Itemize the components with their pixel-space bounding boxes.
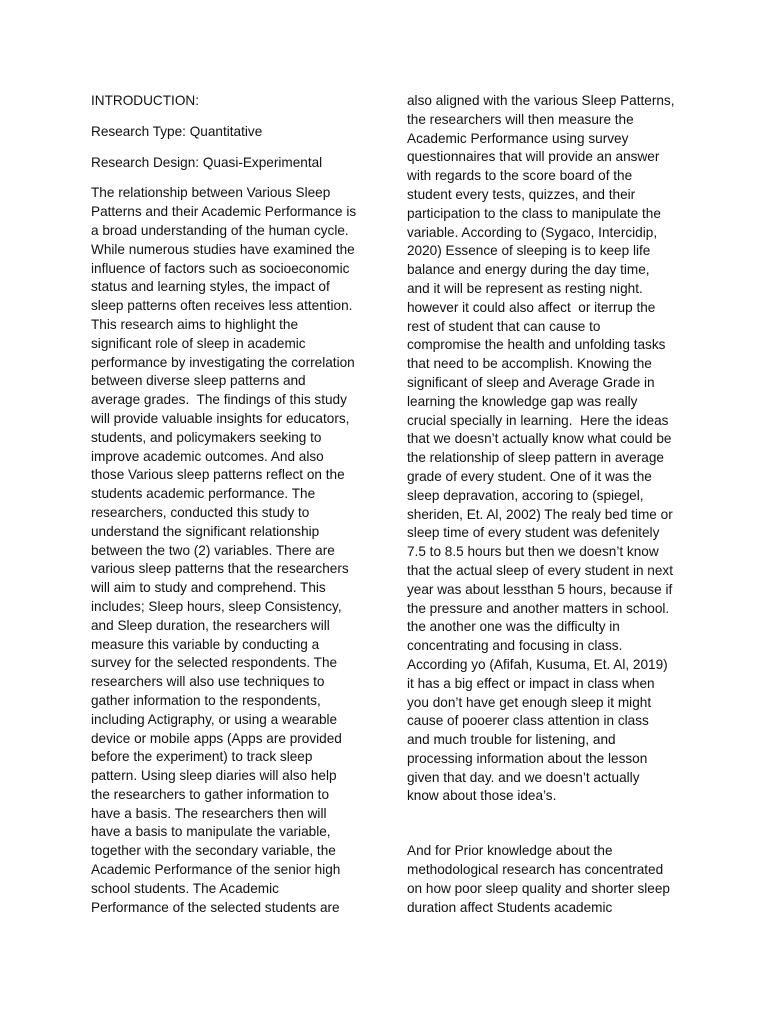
paragraph-line: processing information about the lesson <box>407 750 648 766</box>
paragraph-line: students academic performance. The <box>91 486 316 502</box>
paragraph-line: status and learning styles, the impact of <box>91 279 330 295</box>
paragraph-line: And for Prior knowledge about the <box>407 843 613 859</box>
paragraph-line: grade of every student. One of it was the <box>407 468 652 484</box>
paragraph-line: the relationship of sleep pattern in average <box>407 450 664 466</box>
paragraph-line: year was about lessthan 5 hours, because if <box>407 581 673 597</box>
paragraph-line: understand the significant relationship <box>91 523 320 539</box>
paragraph-line: compromise the health and unfolding tasks <box>407 337 666 353</box>
paragraph-line: The relationship between Various Sleep <box>91 185 331 201</box>
paragraph-line: improve academic outcomes. And also <box>91 448 324 464</box>
paragraph-line: cause of pooerer class attention in class <box>407 713 649 729</box>
paragraph-line: and it will be represent as resting night. <box>407 280 643 296</box>
paragraph-line: sleep time of every student was defenitely <box>407 525 660 541</box>
paragraph-line: with regards to the score board of the <box>407 168 633 184</box>
paragraph-line: have a basis to manipulate the variable, <box>91 824 331 840</box>
paragraph-line: sleep depravation, accoring to (spiegel, <box>407 487 644 503</box>
paragraph-line: Academic Performance of the senior high <box>91 862 341 878</box>
section-heading: INTRODUCTION: <box>91 93 199 108</box>
paragraph-line: also aligned with the various Sleep Patterns, <box>407 93 675 108</box>
paragraph-line: Academic Performance using survey <box>407 130 629 146</box>
research-design: Research Design: Quasi-Experimental <box>91 154 323 170</box>
paragraph-line: student every tests, quizzes, and their <box>407 186 636 202</box>
paragraph-line: between the two (2) variables. There are <box>91 542 335 558</box>
paragraph-line: that need to be accomplish. Knowing the <box>407 356 652 372</box>
paragraph-line: the researchers will then measure the <box>407 111 634 127</box>
paragraph-line: on how poor sleep quality and shorter sleep <box>407 880 670 896</box>
paragraph-line: measure this variable by conducting a <box>91 636 320 652</box>
paragraph-line: duration affect Students academic <box>407 899 613 915</box>
paragraph-line: researchers, conducted this study to <box>91 504 310 520</box>
paragraph-line: This research aims to highlight the <box>91 316 299 332</box>
paragraph-line: participation to the class to manipulate the <box>407 205 661 221</box>
paragraph-line: including Actigraphy, or using a wearable <box>91 711 338 727</box>
paragraph-line: significant role of sleep in academic <box>91 335 306 351</box>
paragraph-line: pattern. Using sleep diaries will also help <box>91 768 337 784</box>
paragraph-line: survey for the selected respondents. The <box>91 655 338 671</box>
paragraph-line: rest of student that can cause to <box>407 318 601 334</box>
paragraph-line: that we doesn’t actually know what could be <box>407 431 672 447</box>
spacer <box>91 111 376 123</box>
paragraph-line: According yo (Afifah, Kusuma, Et. Al, 2019) <box>407 656 668 672</box>
spacer <box>91 142 376 154</box>
paragraph-line: balance and energy during the day time, <box>407 262 650 278</box>
paragraph-line: students, and policymakers seeking to <box>91 429 322 445</box>
research-type: Research Type: Quantitative <box>91 123 263 139</box>
right-paragraph-1 <box>407 92 697 806</box>
paragraph-line: gather information to the respondents, <box>91 692 321 708</box>
paragraph-line: includes; Sleep hours, sleep Consistency, <box>91 598 342 614</box>
paragraph-line: concentrating and focusing in class. <box>407 638 623 654</box>
paragraph-line: together with the secondary variable, the <box>91 843 336 859</box>
paragraph-line: Patterns and their Academic Performance is <box>91 204 357 220</box>
paragraph-line: the researchers to gather information to <box>91 786 330 802</box>
paragraph-line: and much trouble for listening, and <box>407 732 616 748</box>
spacer <box>91 172 376 184</box>
paragraph-line: variable. According to (Sygaco, Intercidip, <box>407 224 658 240</box>
paragraph-line: methodological research has concentrated <box>407 862 664 878</box>
paragraph-line: know about those idea’s. <box>407 788 557 804</box>
paragraph-line: given that day. and we doesn’t actually <box>407 769 640 785</box>
paragraph-line: the another one was the difficulty in <box>407 619 620 635</box>
right-column <box>407 92 697 917</box>
paragraph-line: it has a big effect or impact in class when <box>407 675 655 691</box>
paragraph-line: While numerous studies have examined the <box>91 241 355 257</box>
paragraph-line: that the actual sleep of every student in next <box>407 562 674 578</box>
paragraph-line: before the experiment) to track sleep <box>91 749 313 765</box>
paragraph-line: between diverse sleep patterns and <box>91 373 306 389</box>
paragraph-line: school students. The Academic <box>91 880 279 896</box>
paragraph-line: various sleep patterns that the researchers <box>91 561 349 577</box>
paragraph-line: you don’t have get enough sleep it might <box>407 694 652 710</box>
paragraph-line: researchers will also use techniques to <box>91 674 325 690</box>
paragraph-line: those Various sleep patterns reflect on the <box>91 467 345 483</box>
paragraph-line: 2020) Essence of sleeping is to keep life <box>407 243 651 259</box>
paragraph-line: sheriden, Et. Al, 2002) The realy bed time or <box>407 506 673 522</box>
paragraph-line: significant of sleep and Average Grade in <box>407 374 655 390</box>
paragraph-line: crucial specially in learning. Here the ideas <box>407 412 669 428</box>
paragraph-line: average grades. The findings of this study <box>91 392 347 408</box>
paragraph-line: Performance of the selected students are <box>91 899 340 915</box>
left-column <box>91 92 376 917</box>
paragraph-line: have a basis. The researchers then will <box>91 805 327 821</box>
paragraph-line: influence of factors such as socioeconomic <box>91 260 350 276</box>
spacer <box>407 806 697 842</box>
paragraph-line: 7.5 to 8.5 hours but then we doesn’t know <box>407 544 659 560</box>
paragraph-line: and Sleep duration, the researchers will <box>91 617 330 633</box>
paragraph-line: will aim to study and comprehend. This <box>91 580 326 596</box>
paragraph-line: learning the knowledge gap was really <box>407 393 638 409</box>
right-paragraph-2 <box>407 842 697 917</box>
paragraph-line: performance by investigating the correlation <box>91 354 355 370</box>
paragraph-line: questionnaires that will provide an answer <box>407 149 660 165</box>
paragraph-line: device or mobile apps (Apps are provided <box>91 730 342 746</box>
paragraph-line: sleep patterns often receives less attention. <box>91 298 353 314</box>
left-paragraph <box>91 184 376 917</box>
paragraph-line: the pressure and another matters in school. <box>407 600 670 616</box>
paragraph-line: a broad understanding of the human cycle. <box>91 222 349 238</box>
paragraph-line: however it could also affect or iterrup the <box>407 299 656 315</box>
paragraph-line: will provide valuable insights for educators, <box>91 410 350 426</box>
